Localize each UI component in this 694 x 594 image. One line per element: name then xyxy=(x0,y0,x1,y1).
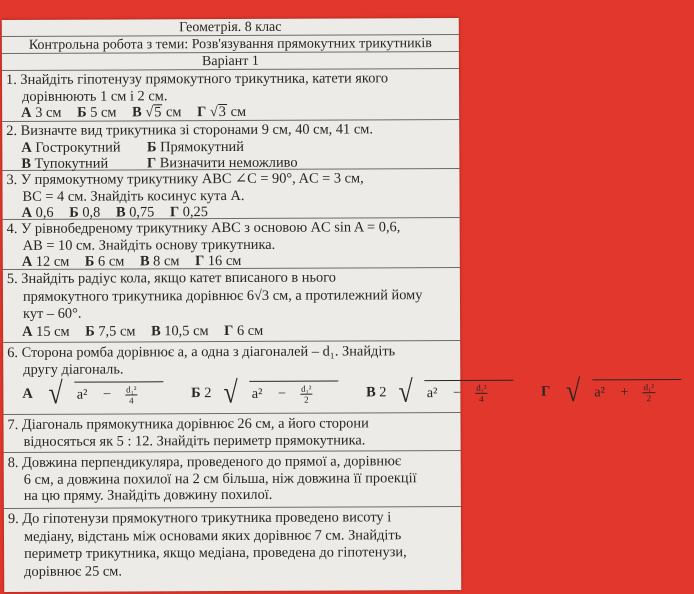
answer-options xyxy=(7,322,460,341)
question-line: BC = 4 см. Знайдіть косинус кута А. xyxy=(22,187,245,205)
question-line: 8. Довжина перпендикуляра, проведеного до прямої a, дорівнює xyxy=(7,453,402,471)
option-b: Б 0,8 xyxy=(69,204,101,221)
question-line: 6. Сторона ромба дорівнює a, а одна з діагоналей – d₁. Знайдіть xyxy=(7,343,396,361)
test-topic: Контрольна робота з теми: Розв'язування прямокутних трикутників xyxy=(2,35,459,54)
option-v: В 2 √ a² − $\frac{\text{d₁²}}{4}$ xyxy=(366,380,526,405)
question-line: дорівнюють 1 см і 2 см. xyxy=(22,87,168,105)
question-line: кут – 60°. xyxy=(23,305,82,322)
option-a: А 0,6 xyxy=(21,204,54,221)
option-g: Г √3 см xyxy=(197,103,247,121)
option-b: Б 5 см xyxy=(77,104,117,121)
option-b: Б 2 √ a² − $\frac{\text{d₁²}}{2}$ xyxy=(191,380,350,405)
question-8 xyxy=(4,451,461,509)
question-line: 9. До гіпотенузи прямокутного трикутника проведено висоту і xyxy=(7,509,392,527)
question-3 xyxy=(2,169,459,220)
question-line: прямокутного трикутника дорівнює 6√3 см, а протилежний йому xyxy=(22,286,423,305)
question-line: 1. Знайдіть гіпотенузу прямокутного трикутника, катети якого xyxy=(5,70,389,88)
option-a: А 3 см xyxy=(21,104,62,121)
question-5 xyxy=(3,268,460,343)
option-g: Г 0,25 xyxy=(169,204,208,221)
option-g: Г 6 см xyxy=(224,322,264,339)
question-line: AB = 10 см. Знайдіть основу трикутника. xyxy=(22,236,276,254)
option-b: Б 6 см xyxy=(84,253,125,270)
subject-title: Геометрія. 8 клас xyxy=(2,18,459,37)
question-4 xyxy=(3,218,460,270)
question-line: 5. Знайдіть радіус кола, якщо катет вписаного в нього xyxy=(6,269,337,287)
question-1 xyxy=(2,69,459,122)
question-line: медіану, відстань між основами яких дорівнює 7 см. Знайдіть xyxy=(23,526,402,545)
question-7 xyxy=(3,413,460,453)
question-2 xyxy=(2,120,459,171)
answer-options xyxy=(7,373,654,411)
answer-options xyxy=(6,103,459,121)
question-9 xyxy=(4,507,461,587)
variant-label: Варіант 1 xyxy=(2,52,459,71)
option-v: В 0,75 xyxy=(115,204,155,221)
option-g: Г √ a² + $\frac{\text{d₁²}}{2}$ xyxy=(541,379,693,404)
question-line: 3. У прямокутному трикутнику ABC ∠C = 90°, AC = 3 см, xyxy=(6,170,364,188)
option-a: А 12 см xyxy=(21,253,70,270)
question-line: 6 см, а довжина похилої на 2 см більша, ніж довжина її проекції xyxy=(23,469,417,488)
option-a: А √ a² − $\frac{\text{d₁²}}{4}$ xyxy=(22,381,175,406)
question-line: дорівнює 25 см. xyxy=(24,562,123,580)
test-sheet xyxy=(2,18,654,592)
option-v: В 10,5 см xyxy=(151,322,209,339)
question-line: 4. У рівнобедреному трикутнику ABC з основою AC sin A = 0,6, xyxy=(6,219,401,237)
question-line: на цю пряму. Знайдіть довжину похилої. xyxy=(23,486,273,504)
question-line: відносяться як 5 : 12. Знайдіть периметр прямокутника. xyxy=(23,431,366,450)
option-v: В √5 см xyxy=(132,104,182,121)
option-g: Г 16 см xyxy=(195,252,242,270)
option-a: А 15 см xyxy=(22,323,70,340)
option-b: Б 7,5 см xyxy=(85,322,136,340)
answer-options-row1 xyxy=(6,138,459,156)
question-line: 2. Визначте вид трикутника зі сторонами 9 см, 40 см, 41 см. xyxy=(6,121,373,139)
option-v: В 8 см xyxy=(139,253,180,270)
option-a: А Гострокутний xyxy=(21,138,121,156)
option-v: В Тупокутний xyxy=(21,155,109,172)
question-line: 7. Діагональ прямокутника дорівнює 26 см, а його сторони xyxy=(7,415,369,433)
option-g: Г Визначити неможливо xyxy=(146,154,298,172)
question-line: другу діагональ. xyxy=(23,360,124,378)
option-b: Б Прямокутний xyxy=(146,138,244,155)
question-6 xyxy=(3,341,654,415)
question-line: периметр трикутника, якщо медіана, проведена до гіпотенузи, xyxy=(24,544,407,562)
